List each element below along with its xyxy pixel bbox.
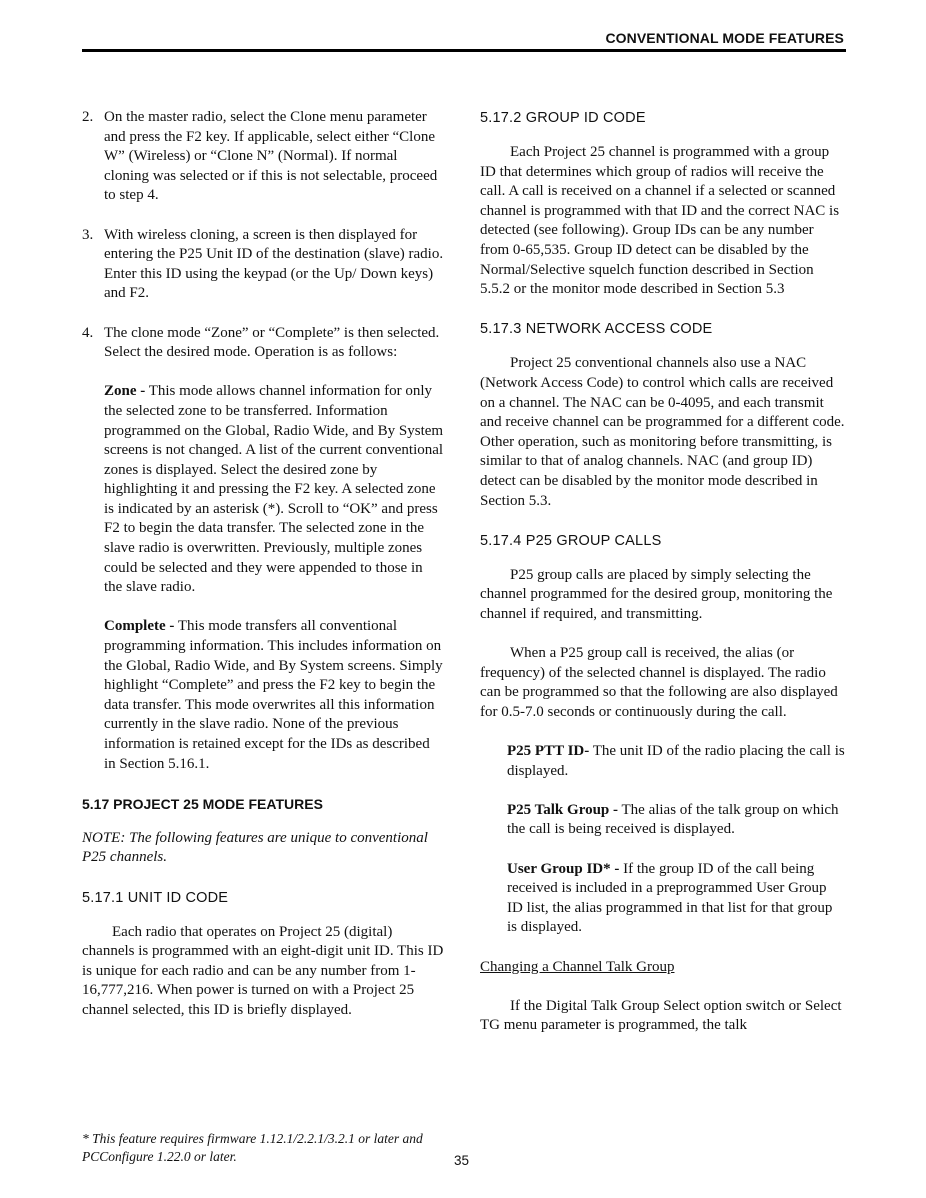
- complete-text: This mode transfers all conventional programming information. This includes information on the Global, Radio Wide, and By System screens. Simply highlight “Complete” and press the F2 key to begin the data transfer. This mode overwrites all this information currently in the slave radio. None of the previous information is retained except for the IDs as described in Section 5.16.1.: [104, 618, 443, 772]
- nac-paragraph: Project 25 conventional channels also use a NAC (Network Access Code) to control which calls are received on a channel. The NAC can be 0-4095, and each transmit and receive channel can be programmed for a different code. Other operation, such as monitoring before transmitting, is similar to that of analog channels. NAC (and group ID) detect can be disabled by the monitor mode described in Section 5.3.: [480, 355, 845, 509]
- group-calls-paragraph: When a P25 group call is received, the alias (or frequency) of the selected channel is displayed. The radio can be programmed so that the following are also displayed for 0.5-7.0 seconds or continuously during the call.: [480, 645, 838, 720]
- unit-id-paragraph: Each radio that operates on Project 25 (digital) channels is programmed with an eight-digit unit ID. This ID is unique for each radio and can be any number from 1-16,777,216. When power is turned on with a Project 25 channel selected, this ID is briefly displayed.: [82, 923, 444, 1018]
- item-term: User Group ID* -: [507, 860, 620, 877]
- zone-text: This mode allows channel information for only the selected zone to be transferred. Information programmed on the Global, Radio Wide, and By System screens is not changed. A list of the current conventional zones is displayed. Select the desired zone by highlighting it and pressing the F2 key. A selected zone is indicated by an asterisk (*). Scroll to “OK” and press F2 to begin the data transfer. The selected zone in the slave radio is overwritten. Previously, multiple zones could be selected and they were appended to those in the slave radio.: [104, 383, 444, 596]
- group-calls-heading: 5.17.4 P25 GROUP CALLS: [480, 532, 662, 549]
- header-rule: [82, 49, 846, 52]
- item-text: If the group ID of the call being received is included in a preprogrammed User Group ID list, the alias programmed in that list for that group is displayed.: [507, 860, 833, 936]
- zone-mode-description: [82, 382, 444, 598]
- running-header: CONVENTIONAL MODE FEATURES: [605, 30, 844, 46]
- page-number: 35: [454, 1153, 470, 1168]
- step-text: With wireless cloning, a screen is then displayed for entering the P25 Unit ID of the destination (slave) radio. Enter this ID using the keypad (or the Up/ Down keys) and F2.: [104, 226, 444, 302]
- item-text: The unit ID of the radio placing the call is displayed.: [507, 743, 845, 779]
- zone-term: Zone -: [104, 383, 146, 400]
- step-text: On the master radio, select the Clone menu parameter and press the F2 key. If applicable, select either “Clone W” (Wireless) or “Clone N” (Normal). If normal cloning was selected or if this is not selectable, proceed to step 4.: [104, 109, 438, 204]
- complete-mode-description: [82, 617, 444, 774]
- complete-term: Complete -: [104, 618, 175, 635]
- item-term: P25 PTT ID-: [507, 743, 590, 760]
- step-number: 4.: [82, 324, 94, 341]
- display-item: [480, 742, 846, 781]
- step-item: [82, 324, 444, 363]
- item-text: The alias of the talk group on which the call is being received is displayed.: [507, 801, 839, 838]
- step-number: 3.: [82, 226, 94, 243]
- changing-talk-group-paragraph: If the Digital Talk Group Select option switch or Select TG menu parameter is programmed, the talk: [480, 997, 842, 1034]
- note-text: NOTE: The following features are unique to conventional P25 channels.: [82, 829, 428, 866]
- footnote: * This feature requires firmware 1.12.1/2.2.1/3.2.1 or later and PCConfigure 1.22.0 or later.: [82, 1131, 423, 1164]
- display-item: [480, 801, 846, 840]
- group-id-heading: 5.17.2 GROUP ID CODE: [480, 110, 646, 126]
- left-column: [82, 108, 444, 1040]
- group-id-paragraph: Each Project 25 channel is programmed with a group ID that determines which group of radios will receive the call. A call is received on a channel if a selected or scanned channel is programmed with that ID and the correct NAC is detected (see following). Group IDs can be any number from 0-65,535. Group ID detect can be disabled by the Normal/Selective squelch function described in Section 5.5.2 or the monitor mode described in Section 5.3: [480, 144, 840, 298]
- step-item: [82, 226, 444, 304]
- step-item: [82, 108, 444, 206]
- display-item: [480, 860, 846, 938]
- changing-talk-group-heading: Changing a Channel Talk Group: [480, 958, 675, 975]
- item-term: P25 Talk Group -: [507, 801, 619, 818]
- unit-id-heading: 5.17.1 UNIT ID CODE: [82, 889, 229, 906]
- section-title: 5.17 PROJECT 25 MODE FEATURES: [82, 795, 323, 812]
- nac-heading: 5.17.3 NETWORK ACCESS CODE: [480, 321, 713, 338]
- group-calls-paragraph: P25 group calls are placed by simply selecting the channel programmed for the desired group, monitoring the channel if required, and transmitting.: [480, 566, 833, 622]
- right-column: [480, 108, 846, 1056]
- step-number: 2.: [82, 109, 94, 125]
- step-text: The clone mode “Zone” or “Complete” is then selected. Select the desired mode. Operation is as follows:: [104, 324, 440, 361]
